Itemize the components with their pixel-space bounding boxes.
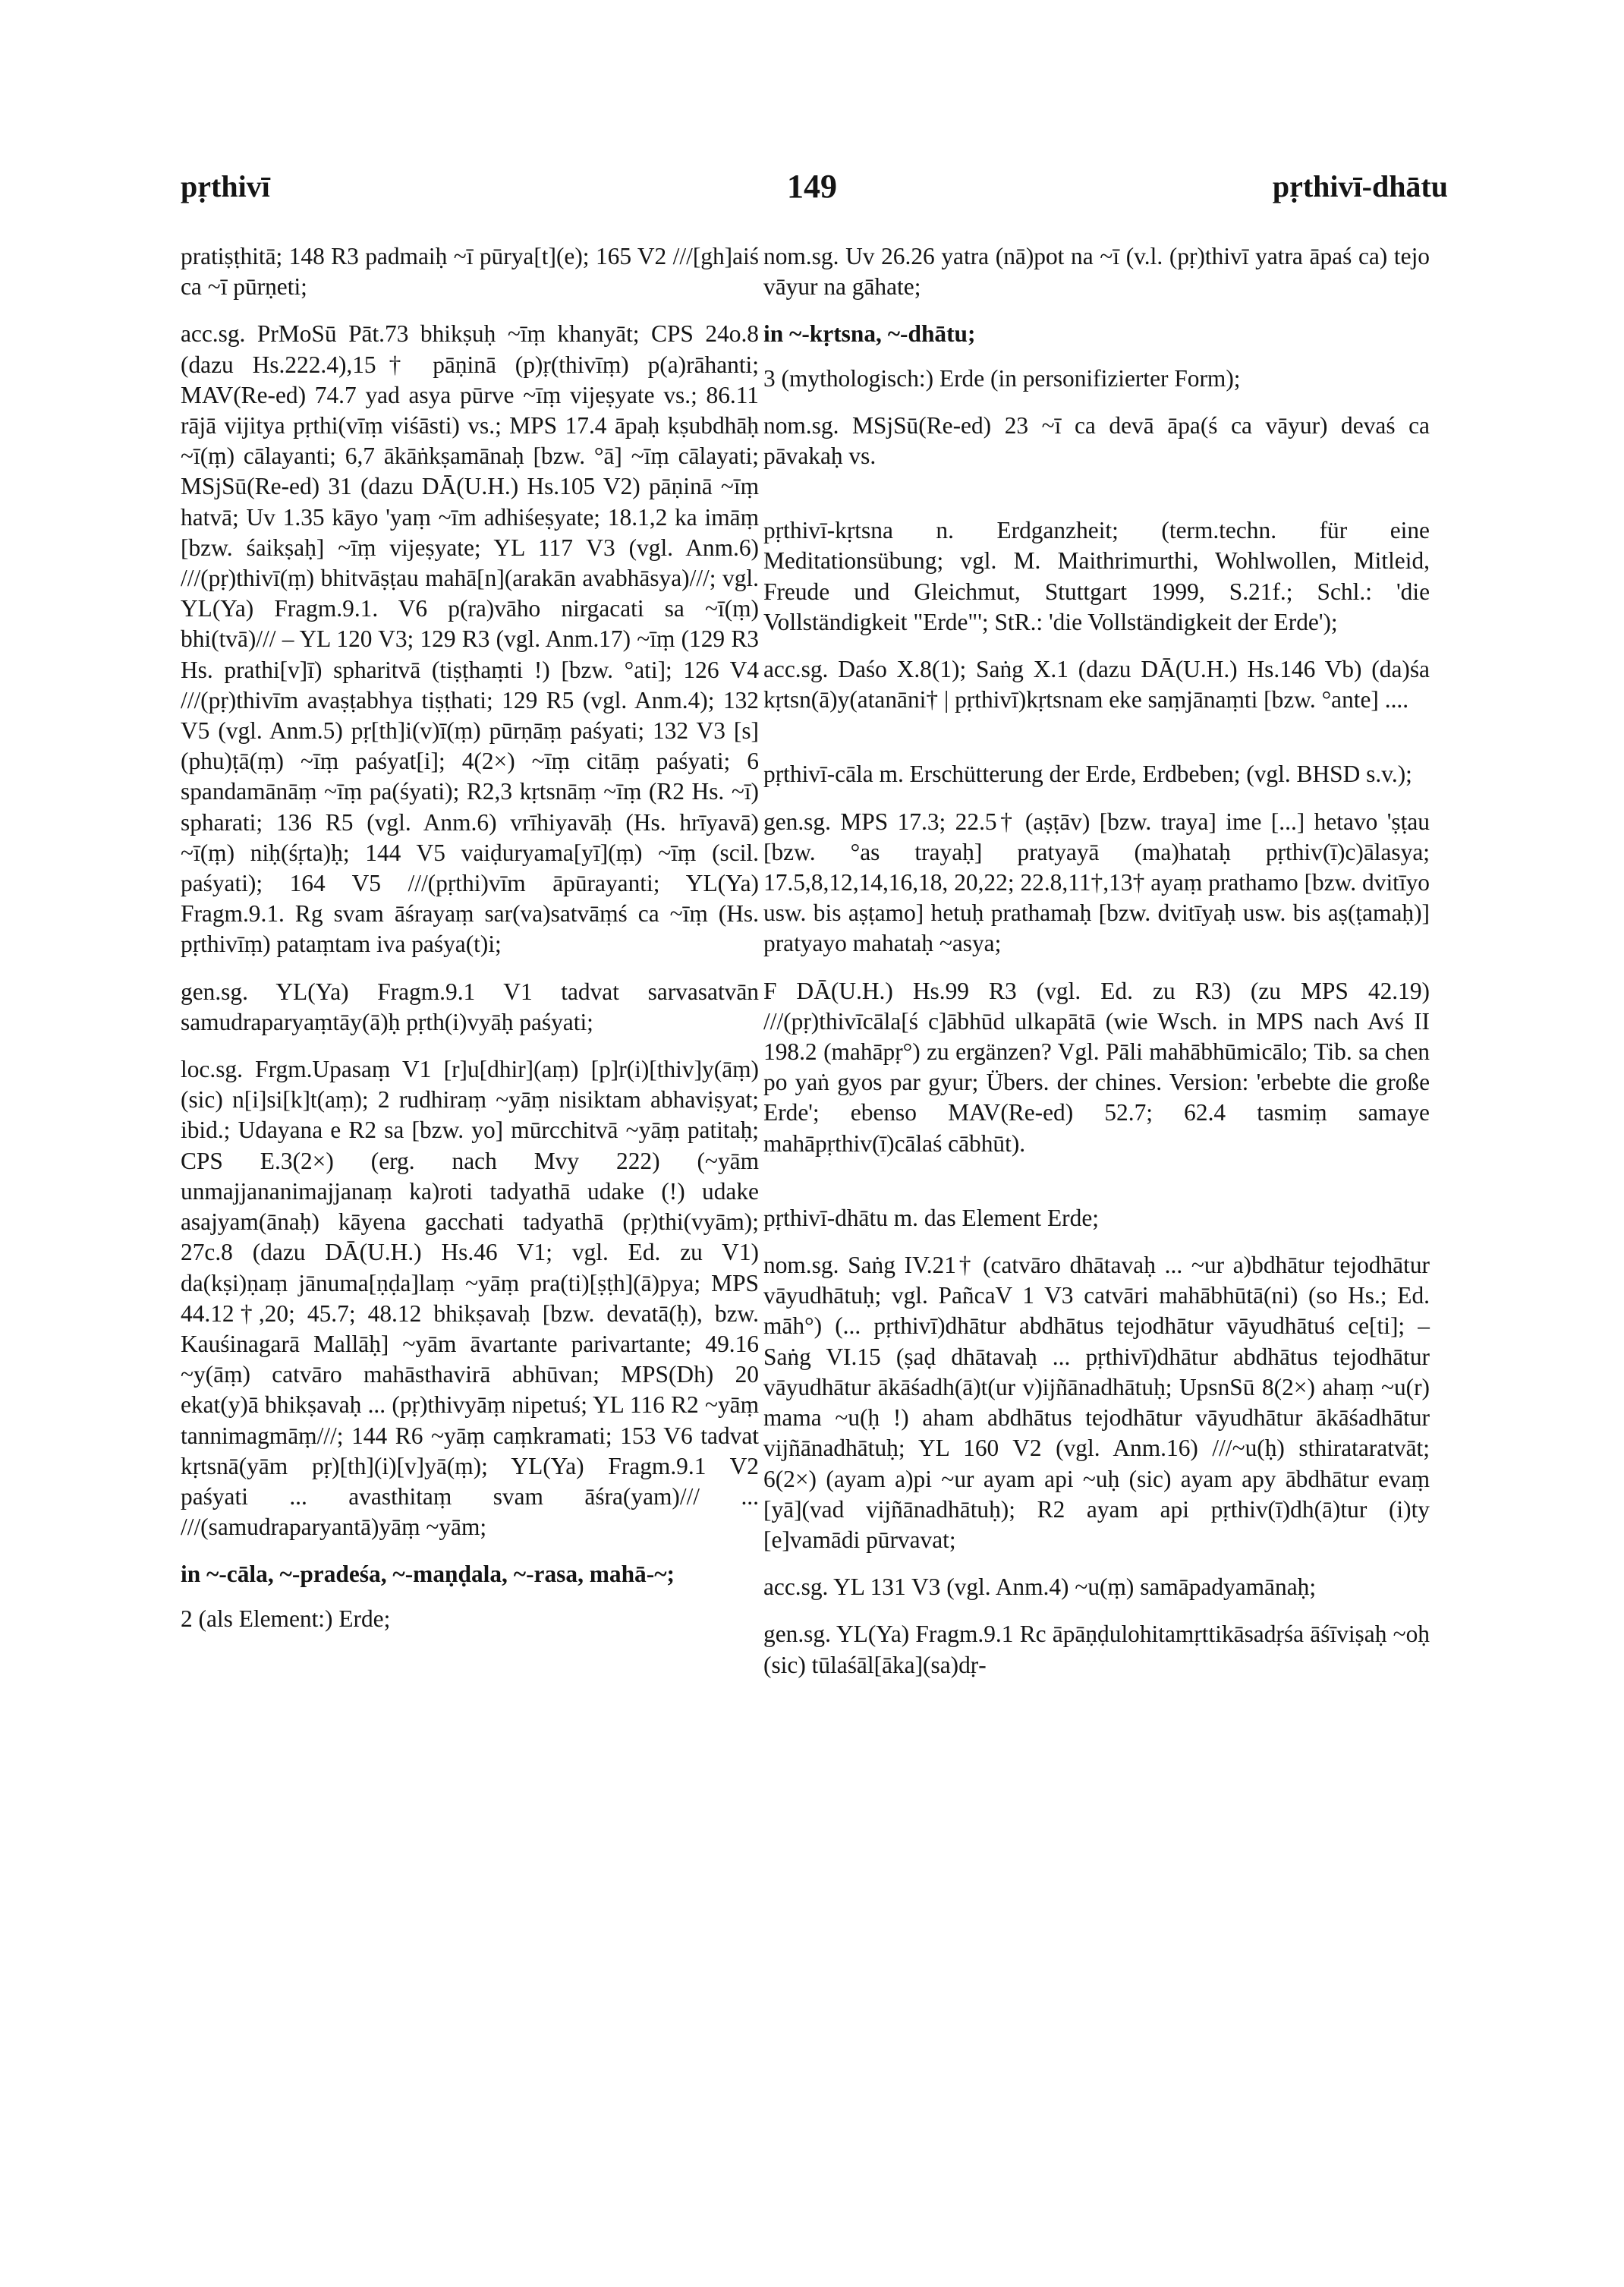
cross-reference: in ~-cāla, ~-pradeśa, ~-maṇḍala, ~-rasa, mahā-~;: [181, 1561, 675, 1588]
headword-entry-prthivi-dhatu: pṛthivī-dhātu m. das Element Erde;: [763, 1204, 1099, 1231]
left-column: [181, 241, 759, 1651]
entry-paragraph: nom.sg. MSjSū(Re-ed) 23 ~ī ca devā āpa(ś ca vāyur) devaś ca pāvakaḥ vs.: [763, 411, 1430, 470]
entry-paragraph: pratiṣṭhitā; 148 R3 padmaiḥ ~ī pūrya[t](e); 165 V2 ///[gh]aiś ca ~ī pūrṇeti;: [181, 243, 759, 301]
page-number: 149: [787, 168, 837, 205]
sense-heading: 3 (mythologisch:) Erde (in personifizierter Form);: [763, 364, 1241, 392]
running-head-left: pṛthivī: [181, 169, 270, 203]
entry-paragraph: nom.sg. Uv 26.26 yatra (nā)pot na ~ī (v.l. (pṛ)thivī yatra āpaś ca) tejo vāyur na gāhate;: [763, 243, 1430, 301]
entry-paragraph: acc.sg. PrMoSū Pāt.73 bhikṣuḥ ~īṃ khanyāt; CPS 24o.8 (dazu Hs.222.4),15† pāṇinā (p)ṛ(thivīṃ) p(a)rāhanti; MAV(Re-ed) 74.7 yad asya pūrve ~īṃ vijeṣyate vs.; 86.11 rājā vijitya pṛthi(vīṃ viśāsti) vs.; MPS 17.4 āpaḥ kṣubdhāḥ ~ī(ṃ) cālayanti; 6,7 ākāṅkṣamānaḥ [bzw. °ā] ~īṃ cālayati; MSjSū(Re-ed) 31 (dazu DĀ(U.H.) Hs.105 V2) pāṇinā ~īṃ hatvā; Uv 1.35 kāyo 'yaṃ ~īm adhiśeṣyate; 18.1,2 ka imāṃ [bzw. śaikṣaḥ] ~īṃ vijeṣyate; YL 117 V3 (vgl. Anm.6) ///(pṛ)thivī(ṃ) bhitvāṣṭau mahā[n](arakān avabhāsya)///; vgl. YL(Ya) Fragm.9.1. V6 p(ra)vāho nirgacati sa ~ī(ṃ) bhi(tvā)/// – YL 120 V3; 129 R3 (vgl. Anm.17) ~īṃ (129 R3 Hs. prathi[v]ī) spharitvā (tiṣṭhaṃti !) [bzw. °ati]; 126 V4 ///(pṛ)thivīm avaṣṭabhya tiṣṭhati; 129 R5 (vgl. Anm.4); 132 V5 (vgl. Anm.5) pṛ[th]i(v)ī(ṃ) pūrṇāṃ paśyati; 132 V3 [s](phu)ṭā(ṃ) ~īṃ paśyat[i]; 4(2×) ~īṃ citāṃ paśyati; 6 spandamānāṃ ~īṃ pa(śyati); R2,3 kṛtsnāṃ ~īṃ (R2 Hs. ~ī) spharati; 136 R5 (vgl. Anm.6) vrīhiyavāḥ (Hs. hrīyavā) ~ī(ṃ) niḥ(śṛta)ḥ; 144 V5 vaiḍuryama[yī](ṃ) ~īṃ (scil. paśyati); 164 V5 ///(pṛthi)vīm āpūrayanti; YL(Ya) Fragm.9.1. Rg svam āśrayaṃ sar(va)satvāṃś ca ~īṃ (Hs. pṛthivīṃ) pataṃtam iva paśya(t)i;: [181, 320, 759, 958]
entry-paragraph: gen.sg. MPS 17.3; 22.5† (aṣṭāv) [bzw. traya] ime [...] hetavo 'ṣṭau [bzw. °as trayaḥ] pratyayā (ma)hataḥ pṛthiv(ī)c)ālasya; 17.5,8,12,14,16,18, 20,22; 22.8,11†,13† ayaṃ prathamo [bzw. dvitīyo usw. bis aṣṭamo] hetuḥ prathamaḥ [bzw. dvitīyaḥ usw. bis aṣ(ṭamaḥ)] pratyayo mahataḥ ~asya;: [763, 808, 1430, 957]
entry-paragraph: acc.sg. YL 131 V3 (vgl. Anm.4) ~u(ṃ) samāpadyamānaḥ;: [763, 1573, 1317, 1601]
entry-paragraph: nom.sg. Saṅg IV.21† (catvāro dhātavaḥ ... ~ur a)bdhātur tejodhātur vāyudhātuḥ; vgl. PañcaV 1 V3 catvāri mahābhūtā(ni) (so Hs.; Ed. māh°) (... pṛthivī)dhātur abdhātus tejodhātur vāyudhātuś ce[ti]; – Saṅg VI.15 (ṣaḍ dhātavaḥ ... pṛthivī)dhātur abdhātus tejodhātur vāyudhātur ākāśadh(ā)t(ur v)ijñānadhātuḥ; UpsnSū 8(2×) ahaṃ ~u(r) mama ~u(ḥ !) aham abdhātus tejodhātur vāyudhātur ākāśadhātur vijñānadhātuḥ; YL 160 V2 (vgl. Anm.16) ///~u(ḥ) sthirataratvāt; 6(2×) (ayam a)pi ~ur ayam api ~uḥ (sic) ayam apy ābdhātur evaṃ [yā](vad vijñānadhātuḥ); R2 ayam api pṛthiv(ī)dh(ā)tur (i)ty [e]vamādi pūrvavat;: [763, 1252, 1430, 1553]
right-column: [763, 241, 1430, 1697]
entry-paragraph: gen.sg. YL(Ya) Fragm.9.1 V1 tadvat sarvasatvān samudraparyaṃtāy(ā)ḥ pṛth(i)vyāḥ paśyati;: [181, 978, 759, 1035]
headword-entry-prthivi-cala: pṛthivī-cāla m. Erschütterung der Erde, Erdbeben; (vgl. BHSD s.v.);: [763, 761, 1412, 788]
entry-paragraph: acc.sg. Daśo X.8(1); Saṅg X.1 (dazu DĀ(U.H.) Hs.146 Vb) (da)śa kṛtsn(ā)y(atanāni† | pṛthivī)kṛtsnam eke saṃjānaṃti [bzw. °ante] ....: [763, 656, 1430, 714]
running-head-right: pṛthivī-dhātu: [1272, 169, 1448, 203]
sense-heading: 2 (als Element:) Erde;: [181, 1605, 391, 1632]
entry-paragraph: gen.sg. YL(Ya) Fragm.9.1 Rc āpāṇḍulohitamṛttikāsadṛśa āśīviṣaḥ ~oḥ (sic) tūlaśāl[āka](sa)dṛ-: [763, 1621, 1430, 1678]
headword-entry-prthivi-krtsna: pṛthivī-kṛtsna n. Erdganzheit; (term.techn. für eine Meditationsübung; vgl. M. Maithrimurthi, Wohlwollen, Mitleid, Freude und Gleichmut, Stuttgart 1999, S.21f.; Schl.: 'die Vollständigkeit "Erde"'; StR.: 'die Vollständigkeit der Erde');: [763, 517, 1430, 635]
entry-paragraph: F DĀ(U.H.) Hs.99 R3 (vgl. Ed. zu R3) (zu MPS 42.19) ///(pṛ)thivīcāla[ś c]ābhūd ulkapātā (wie Wsch. in MPS nach Avś II 198.2 (mahāpṛ°) zu ergänzen? Vgl. Pāli mahābhūmicālo; Tib. sa chen po yaṅ gyos par gyur; Übers. der chines. Version: 'erbebte die große Erde'; ebenso MAV(Re-ed) 52.7; 62.4 tasmiṃ samaye mahāpṛthiv(ī)cālaś cābhūt).: [763, 977, 1430, 1157]
cross-reference: in ~-kṛtsna, ~-dhātu;: [763, 320, 976, 348]
entry-paragraph: loc.sg. Frgm.Upasaṃ V1 [r]u[dhir](aṃ) [p]r(i)[thiv]y(āṃ) (sic) n[i]si[k]t(aṃ); 2 rudhiraṃ ~yāṃ nisiktam abhaviṣyat; ibid.; Udayana e R2 sa [bzw. yo] mūrcchitvā ~yāṃ patitaḥ; CPS E.3(2×) (erg. nach Mvy 222) (~yām unmajjananimajjanaṃ ka)roti tadyathā udake (!) udake asajyam(ānaḥ) kāyena gacchati tadyathā (pṛ)thi(vyām); 27c.8 (dazu DĀ(U.H.) Hs.46 V1; vgl. Ed. zu V1) da(kṣi)ṇaṃ jānuma[ṇḍa]laṃ ~yāṃ pra(ti)[ṣṭh](ā)pya; MPS 44.12†,20; 45.7; 48.12 bhikṣavaḥ [bzw. devatā(ḥ), bzw. Kauśinagarā Mallāḥ] ~yām āvartante parivartante; 49.16 ~y(āṃ) catvāro mahāsthavirā abhūvan; MPS(Dh) 20 ekat(y)ā bhikṣavaḥ ... (pṛ)thivyāṃ nipetuś; YL 116 R2 ~yāṃ tannimagmāṃ///; 144 R6 ~yāṃ caṃkramati; 153 V6 tadvat kṛtsnā(yām pṛ)[th](i)[v]yā(ṃ); YL(Ya) Fragm.9.1 V2 paśyati ... avasthitaṃ svam āśra(yam)/// ... ///(samudraparyantā)yāṃ ~yām;: [181, 1056, 759, 1541]
